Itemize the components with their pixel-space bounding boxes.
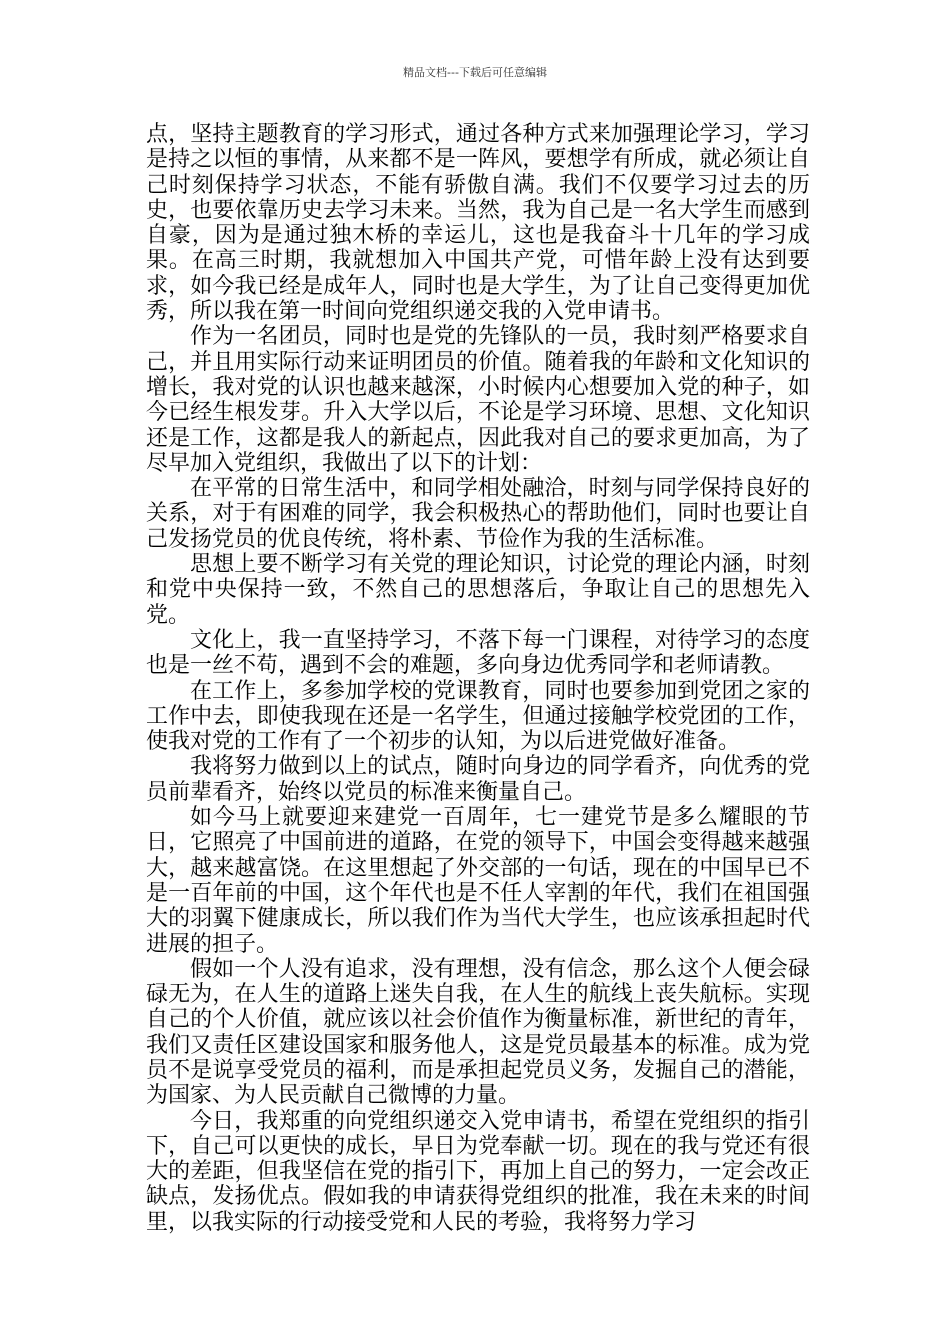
paragraph-3: 在平常的日常生活中，和同学相处融洽，时刻与同学保持良好的关系，对于有困难的同学，我会积极热心的帮助他们，同时也要让自己发扬党员的优良传统，将朴素、节俭作为我的生活标准。 — [146, 476, 810, 552]
paragraph-8: 如今马上就要迎来建党一百周年，七一建党节是多么耀眼的节日，它照亮了中国前进的道路，在党的领导下，中国会变得越来越强大，越来越富饶。在这里想起了外交部的一句话，现在的中国早已不是一百年前的中国，这个年代也是不任人宰割的年代，我们在祖国强大的羽翼下健康成长，所以我们作为当代大学生，也应该承担起时代进展的担子。 — [146, 805, 810, 957]
document-body — [146, 122, 810, 1235]
paragraph-2: 作为一名团员，同时也是党的先锋队的一员，我时刻严格要求自己，并且用实际行动来证明团员的价值。随着我的年龄和文化知识的增长，我对党的认识也越来越深，小时候内心想要加入党的种子，如今已经生根发芽。升入大学以后，不论是学习环境、思想、文化知识还是工作，这都是我人的新起点，因此我对自己的要求更加高，为了尽早加入党组织，我做出了以下的计划： — [146, 324, 810, 476]
paragraph-10: 今日，我郑重的向党组织递交入党申请书，希望在党组织的指引下，自己可以更快的成长，早日为党奉献一切。现在的我与党还有很大的差距，但我坚信在党的指引下，再加上自己的努力，一定会改正缺点，发扬优点。假如我的申请获得党组织的批准，我在未来的时间里，以我实际的行动接受党和人民的考验，我将努力学习 — [146, 1108, 810, 1235]
paragraph-4: 思想上要不断学习有关党的理论知识，讨论党的理论内涵，时刻和党中央保持一致，不然自己的思想落后，争取让自己的思想先入党。 — [146, 552, 810, 628]
page-header: 精品文档---下载后可任意编辑 — [403, 66, 547, 79]
paragraph-7: 我将努力做到以上的试点，随时向身边的同学看齐，向优秀的党员前辈看齐，始终以党员的标准来衡量自己。 — [146, 754, 810, 805]
paragraph-6: 在工作上，多参加学校的党课教育，同时也要参加到党团之家的工作中去，即使我现在还是一名学生，但通过接触学校党团的工作，使我对党的工作有了一个初步的认知，为以后进党做好准备。 — [146, 678, 810, 755]
paragraph-5: 文化上，我一直坚持学习，不落下每一门课程，对待学习的态度也是一丝不苟，遇到不会的难题，多向身边优秀同学和老师请教。 — [146, 627, 810, 679]
paragraph-9: 假如一个人没有追求，没有理想，没有信念，那么这个人便会碌碌无为，在人生的道路上迷失自我，在人生的航线上丧失航标。实现自己的个人价值，就应该以社会价值作为衡量标准，新世纪的青年，我们又责任区建设国家和服务他人，这是党员最基本的标准。成为党员不是说享受党员的福利，而是承担起党员义务，发掘自己的潜能，为国家、为人民贡献自己微博的力量。 — [146, 956, 810, 1109]
paragraph-1: 点，坚持主题教育的学习形式，通过各种方式来加强理论学习，学习是持之以恒的事情，从来都不是一阵风，要想学有所成，就必须让自己时刻保持学习状态，不能有骄傲自满。我们不仅要学习过去的历史，也要依靠历史去学习未来。当然，我为自己是一名大学生而感到自豪，因为是通过独木桥的幸运儿，这也是我奋斗十几年的学习成果。在高三时期，我就想加入中国共产党，可惜年龄上没有达到要求，如今我已经是成年人，同时也是大学生，为了让自己变得更加优秀，所以我在第一时间向党组织递交我的入党申请书。 — [146, 122, 810, 325]
